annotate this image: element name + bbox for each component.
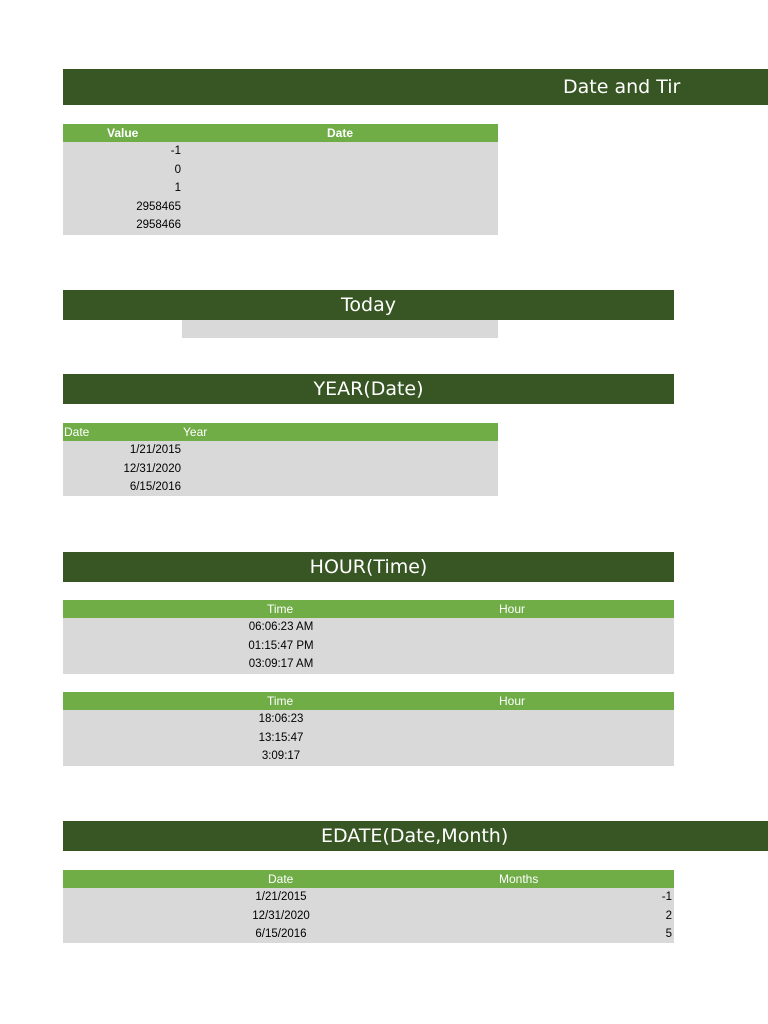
cell-time[interactable]: 03:09:17 AM xyxy=(248,658,314,670)
cell-value[interactable]: 1 xyxy=(174,182,181,194)
header-hour: Hour xyxy=(499,694,526,708)
table-row xyxy=(63,441,498,460)
header-date: Date xyxy=(64,425,90,439)
year-title: YEAR(Date) xyxy=(313,378,424,400)
header-time: Time xyxy=(267,602,294,616)
table-row xyxy=(63,161,498,180)
cell-date[interactable]: 1/21/2015 xyxy=(129,444,181,456)
header-date: Date xyxy=(327,126,354,140)
hour-table1-body xyxy=(63,618,674,674)
cell-time[interactable]: 13:15:47 xyxy=(258,731,304,744)
cell-date[interactable]: 6/15/2016 xyxy=(129,481,181,493)
table-row xyxy=(63,747,674,766)
header-year: Year xyxy=(183,425,208,439)
header-hour: Hour xyxy=(499,602,526,616)
table-row xyxy=(63,460,498,479)
hour-table1-header xyxy=(63,600,674,618)
header-time: Time xyxy=(267,694,294,708)
header-value: Value xyxy=(107,126,139,140)
header-date: Date xyxy=(268,872,294,886)
table-row xyxy=(63,655,674,674)
edate-banner xyxy=(63,821,768,851)
hour-table2-header xyxy=(63,692,674,710)
table-row xyxy=(63,198,498,217)
table-row xyxy=(63,637,674,656)
hour-title: HOUR(Time) xyxy=(309,556,428,578)
cell-time[interactable]: 3:09:17 xyxy=(261,750,301,762)
edate-title: EDATE(Date,Month) xyxy=(321,825,509,847)
title-banner xyxy=(63,69,768,105)
title-banner-text: Date and Tir xyxy=(563,76,681,98)
cell-months[interactable]: -1 xyxy=(661,891,672,903)
hour-banner xyxy=(63,552,674,582)
table-row xyxy=(63,888,674,907)
cell-value[interactable]: -1 xyxy=(170,145,181,157)
cell-value[interactable]: 2958465 xyxy=(136,200,181,213)
table-row xyxy=(63,729,674,748)
table-row xyxy=(63,142,498,161)
cell-value[interactable]: 2958466 xyxy=(136,219,181,231)
table-row xyxy=(63,216,498,235)
header-months: Months xyxy=(499,872,539,886)
cell-months[interactable]: 5 xyxy=(665,928,672,940)
table-row xyxy=(63,925,674,944)
year-header xyxy=(63,423,498,441)
cell-date[interactable]: 12/31/2020 xyxy=(252,909,310,922)
table-row xyxy=(63,710,674,729)
cell-value[interactable]: 0 xyxy=(174,163,181,176)
edate-body xyxy=(63,888,674,943)
year-banner xyxy=(63,374,674,404)
table-row xyxy=(63,907,674,926)
cell-months[interactable]: 2 xyxy=(665,909,672,922)
cell-time[interactable]: 06:06:23 AM xyxy=(248,621,314,633)
value-date-header xyxy=(63,124,498,142)
table-row xyxy=(63,179,498,198)
hour-table2-body xyxy=(63,710,674,766)
cell-time[interactable]: 18:06:23 xyxy=(258,713,304,725)
cell-date[interactable]: 1/21/2015 xyxy=(255,891,307,903)
today-banner xyxy=(63,290,674,320)
table-row xyxy=(63,478,498,497)
table-row xyxy=(63,618,674,637)
cell-time[interactable]: 01:15:47 PM xyxy=(248,639,314,652)
edate-header xyxy=(63,870,674,888)
today-cell[interactable] xyxy=(182,320,498,338)
value-date-body xyxy=(63,142,498,235)
cell-date[interactable]: 12/31/2020 xyxy=(123,462,181,475)
today-title: Today xyxy=(341,294,396,316)
year-body xyxy=(63,441,498,496)
cell-date[interactable]: 6/15/2016 xyxy=(255,928,307,940)
